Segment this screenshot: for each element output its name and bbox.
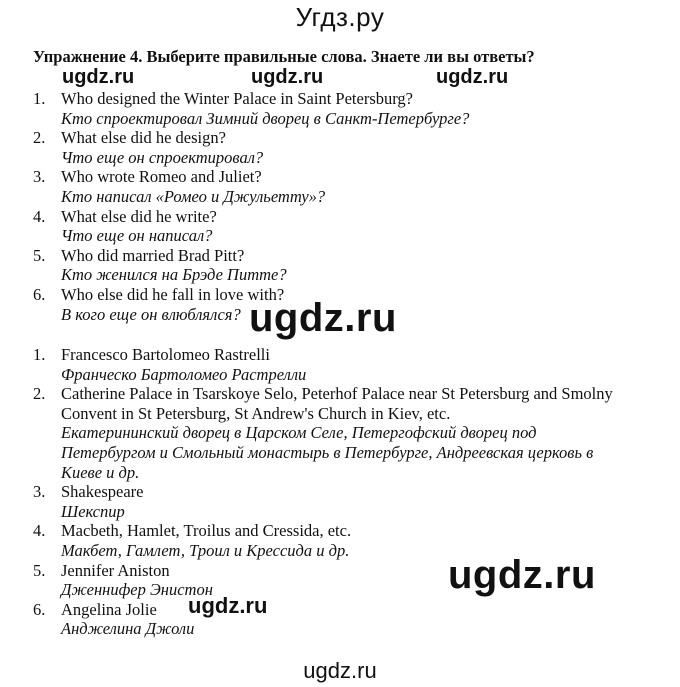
watermark-5: ugdz.ru — [448, 553, 596, 597]
item-number: 6. — [33, 599, 46, 619]
item-number: 4. — [33, 521, 46, 541]
answer-ru: Шекспир — [61, 501, 125, 521]
answer-en: Catherine Palace in Tsarskoye Selo, Peterhof Palace near St Petersburg and Smolny Convent in St Petersburg, St Andrew's Church in Kiev, etc. — [61, 384, 613, 423]
question-ru: Что еще он спроектировал? — [61, 147, 264, 167]
answer-en: Shakespeare — [61, 482, 144, 502]
answer-en: Jennifer Aniston — [61, 560, 170, 580]
watermark-4: ugdz.ru — [249, 296, 397, 340]
watermark-6: ugdz.ru — [188, 593, 268, 618]
question-en: What else did he design? — [61, 128, 226, 148]
item-number: 6. — [33, 284, 46, 304]
question-ru: Кто спроектировал Зимний дворец в Санкт-Петербурге? — [61, 108, 470, 128]
question-item — [0, 89, 680, 128]
answer-ru: Дженнифер Энистон — [61, 580, 213, 600]
footer-watermark: ugdz.ru — [303, 658, 377, 683]
item-number: 4. — [33, 206, 46, 226]
watermark-1: ugdz.ru — [62, 66, 135, 88]
answer-ru: Екатерининский дворец в Царском Селе, Петергофский дворец под Петербургом и Смольный монастырь в Петербурге, Андреевская церковь в Киеве и др. — [61, 423, 594, 482]
item-number: 1. — [33, 345, 46, 364]
answer-item — [0, 561, 680, 600]
item-number: 5. — [33, 245, 46, 265]
watermark-2: ugdz.ru — [251, 66, 324, 88]
question-item — [0, 207, 680, 246]
question-ru: Кто написал «Ромео и Джульетту»? — [61, 186, 326, 206]
question-en: Who wrote Romeo and Juliet? — [61, 167, 262, 187]
question-item — [0, 285, 680, 324]
question-item — [0, 167, 680, 206]
answer-item — [0, 482, 680, 521]
answer-item — [0, 600, 680, 639]
item-number: 3. — [33, 167, 46, 187]
question-en: What else did he write? — [61, 206, 217, 226]
exercise-heading: Упражнение 4. Выберите правильные слова. Знаете ли вы ответы? — [33, 47, 535, 66]
answer-en: Francesco Bartolomeo Rastrelli — [61, 345, 270, 364]
question-item — [0, 246, 680, 285]
question-en: Who designed the Winter Palace in Saint Petersburg? — [61, 89, 414, 108]
item-number: 3. — [33, 482, 46, 502]
answer-item — [0, 384, 680, 482]
answer-item — [0, 521, 680, 560]
questions-list — [0, 89, 680, 324]
answer-item — [0, 345, 680, 384]
question-ru: В кого еще он влюблялся? — [61, 304, 241, 324]
answer-ru: Макбет, Гамлет, Троил и Крессида и др. — [61, 540, 350, 560]
question-ru: Кто женился на Брэде Питте? — [61, 265, 287, 285]
site-title: Угдз.ру — [295, 2, 385, 32]
watermark-3: ugdz.ru — [436, 66, 509, 88]
item-number: 2. — [33, 128, 46, 148]
question-en: Who did married Brad Pitt? — [61, 245, 245, 265]
answer-en: Angelina Jolie — [61, 599, 157, 619]
question-ru: Что еще он написал? — [61, 226, 213, 246]
item-number: 2. — [33, 384, 46, 404]
item-number: 5. — [33, 560, 46, 580]
answer-en: Macbeth, Hamlet, Troilus and Cressida, etc. — [61, 521, 352, 541]
answer-ru: Франческо Бартоломео Растрелли — [61, 364, 307, 384]
answer-ru: Анджелина Джоли — [61, 619, 195, 639]
item-number: 1. — [33, 89, 46, 108]
question-en: Who else did he fall in love with? — [61, 284, 285, 304]
question-item — [0, 128, 680, 167]
answers-list — [0, 345, 680, 639]
